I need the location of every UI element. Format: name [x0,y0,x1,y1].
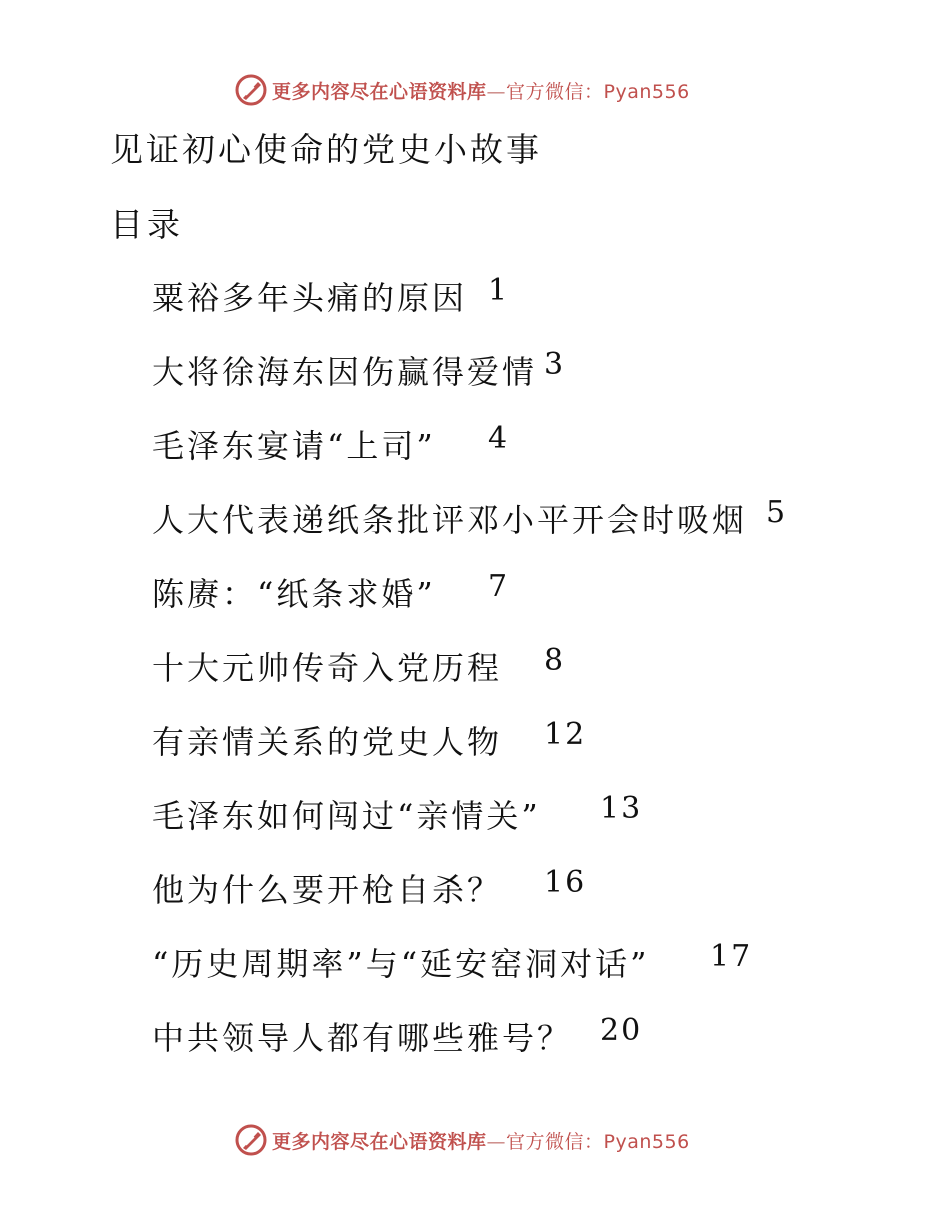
toc-item[interactable] [152,865,587,909]
watermark-header [234,72,690,108]
toc-item-title: 他为什么要开枪自杀？ [152,871,503,909]
toc-item-title: 毛泽东宴请“上司” [152,427,436,465]
toc-item[interactable] [152,717,587,761]
watermark-footer [234,1122,690,1158]
toc-item-title: 十大元帅传奇入党历程 [152,649,503,687]
toc-item-page: 3 [544,347,566,382]
toc-item-page: 16 [544,865,587,900]
toc-item[interactable] [152,643,566,687]
toc-item-title: 毛泽东如何闯过“亲情关” [152,797,541,835]
quill-logo-icon [234,73,268,107]
toc-item-title: 粟裕多年头痛的原因 [152,279,468,317]
watermark-text: 更多内容尽在心语资料库—官方微信：Pyan556 [272,80,690,103]
quill-logo-icon [234,1123,268,1157]
toc-item-title: “历史周期率”与“延安窑洞对话” [152,945,650,983]
watermark-text: 更多内容尽在心语资料库—官方微信：Pyan556 [272,1130,690,1153]
toc-item[interactable] [152,791,643,835]
toc-item-page: 8 [544,643,566,678]
toc-item-page: 17 [710,939,753,974]
toc-item[interactable] [152,495,788,539]
toc-item-page: 20 [600,1013,643,1048]
toc-item-page: 13 [600,791,643,826]
toc-item-title: 人大代表递纸条批评邓小平开会时吸烟 [152,501,748,539]
toc-item[interactable] [152,1013,643,1057]
toc-item[interactable] [152,273,510,317]
toc-item-title: 有亲情关系的党史人物 [152,723,503,761]
toc-heading: 目录 [110,205,184,244]
toc-item-title: 中共领导人都有哪些雅号？ [152,1019,573,1057]
document-title: 见证初心使命的党史小故事 [110,130,542,169]
toc-item-title: 大将徐海东因伤赢得爱情 [152,353,538,391]
toc-item-title: 陈赓：“纸条求婚” [152,575,436,613]
toc-item[interactable] [152,939,753,983]
toc-item[interactable] [152,421,510,465]
toc-item-page: 1 [488,273,510,308]
toc-item-page: 5 [766,495,788,530]
toc-item-page: 12 [544,717,587,752]
toc-item-page: 7 [488,569,510,604]
toc-item-page: 4 [488,421,510,456]
toc-item[interactable] [152,347,566,391]
toc-item[interactable] [152,569,510,613]
